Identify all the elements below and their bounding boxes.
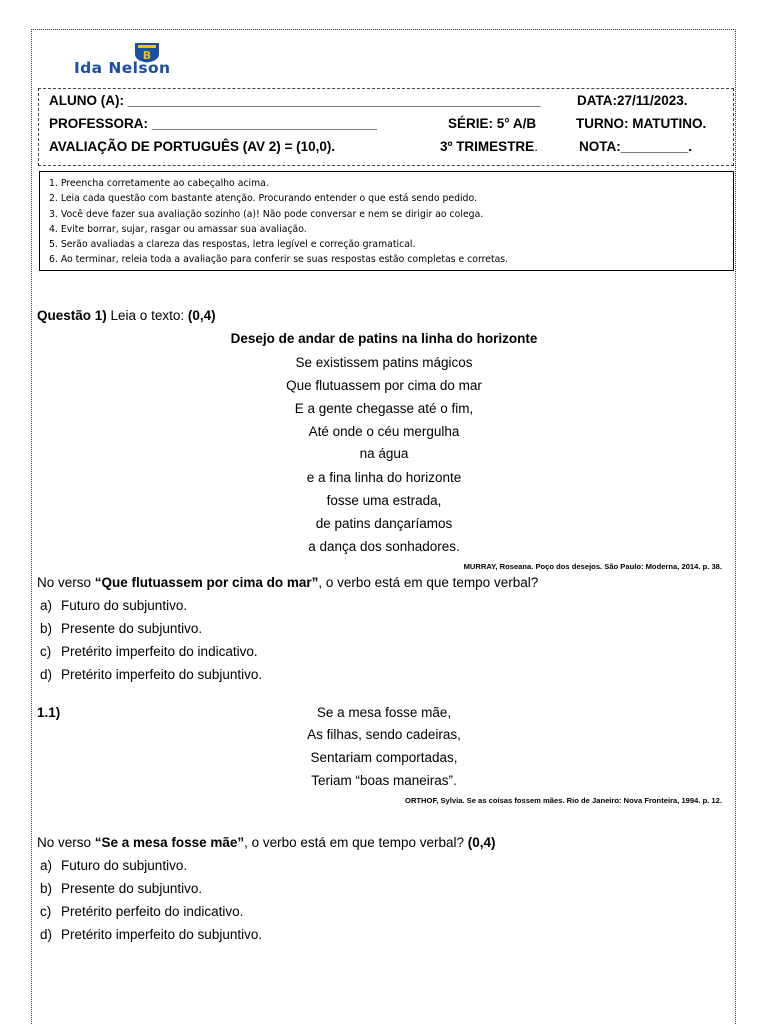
question-1-text: No verso “Que flutuassem por cima do mar”, o verbo está em que tempo verbal? (37, 575, 539, 590)
poem-line: Até onde o céu mergulha (308, 424, 460, 439)
aluno-field[interactable]: ALUNO (A): _______________________________________________________ (49, 93, 541, 108)
answer-option[interactable]: c) Pretérito imperfeito do indicativo. (40, 644, 258, 659)
professora-field[interactable]: PROFESSORA: ______________________________ (49, 116, 378, 131)
instruction-item: 6. Ao terminar, releia toda a avaliação para conferir se suas respostas estão completas e corretas. (49, 254, 509, 266)
answer-option[interactable]: b) Presente do subjuntivo. (40, 881, 203, 896)
answer-option[interactable]: d) Pretérito imperfeito do subjuntivo. (40, 667, 263, 682)
poem-line: de patins dançaríamos (315, 516, 453, 531)
instruction-item: 1. Preencha corretamente ao cabeçalho acima. (49, 178, 269, 189)
avaliacao-title: AVALIAÇÃO DE PORTUGUÊS (AV 2) = (10,0). (49, 139, 336, 154)
poem-line: Se a mesa fosse mãe, (316, 705, 452, 720)
question-1-header: Questão 1) Leia o texto: (0,4) (37, 308, 216, 323)
answer-option[interactable]: b) Presente do subjuntivo. (40, 621, 203, 636)
logo-wordmark: Ida Nelson (74, 59, 171, 77)
answer-option[interactable]: c) Pretérito perfeito do indicativo. (40, 904, 244, 919)
answer-option[interactable]: d) Pretérito imperfeito do subjuntivo. (40, 927, 263, 942)
trimestre-field: 3º TRIMESTRE. (440, 139, 538, 154)
poem-title: Desejo de andar de patins na linha do horizonte (230, 331, 538, 346)
poem-line: na água (359, 446, 409, 461)
nota-field[interactable]: NOTA:_________. (579, 139, 693, 154)
question-1-1-label: 1.1) (37, 705, 61, 720)
poem-line: Teriam “boas maneiras”. (311, 773, 457, 788)
date-field: DATA:27/11/2023. (577, 93, 688, 108)
badge-letter: B (142, 49, 152, 62)
turno-field: TURNO: MATUTINO. (576, 116, 707, 131)
instruction-item: 4. Evite borrar, sujar, rasgar ou amassar sua avaliação. (49, 223, 307, 235)
poem-line: e a fina linha do horizonte (306, 470, 462, 485)
answer-option[interactable]: a) Futuro do subjuntivo. (40, 598, 188, 613)
instruction-item: 5. Serão avaliadas a clareza das respostas, letra legível e correção gramatical. (49, 239, 416, 251)
instruction-item: 3. Você deve fazer sua avaliação sozinho (a)! Não pode conversar e nem se dirigir ao colega. (49, 208, 484, 220)
poem-line: a dança dos sonhadores. (308, 539, 460, 554)
question-1-1-text: No verso “Se a mesa fosse mãe”, o verbo está em que tempo verbal? (0,4) (37, 835, 496, 850)
serie-field: SÉRIE: 5° A/B (448, 116, 537, 131)
poem-line: fosse uma estrada, (326, 493, 442, 508)
instruction-item: 2. Leia cada questão com bastante atenção. Procurando entender o que está sendo pedido. (49, 193, 477, 205)
answer-option[interactable]: a) Futuro do subjuntivo. (40, 858, 188, 873)
poem-citation: ORTHOF, Sylvia. Se as coisas fossem mães. Rio de Janeiro: Nova Fronteira, 1994. p. 12. (405, 796, 722, 805)
poem-citation: MURRAY, Roseana. Poço dos desejos. São Paulo: Moderna, 2014. p. 38. (463, 562, 722, 571)
poem-line: E a gente chegasse até o fim, (294, 401, 474, 416)
poem-line: Se existissem patins mágicos (295, 355, 473, 370)
poem-line: Sentariam comportadas, (310, 750, 458, 765)
school-logo (74, 42, 249, 82)
poem-line: As filhas, sendo cadeiras, (307, 727, 461, 742)
instructions-box (39, 171, 734, 271)
poem-line: Que flutuassem por cima do mar (286, 378, 482, 393)
